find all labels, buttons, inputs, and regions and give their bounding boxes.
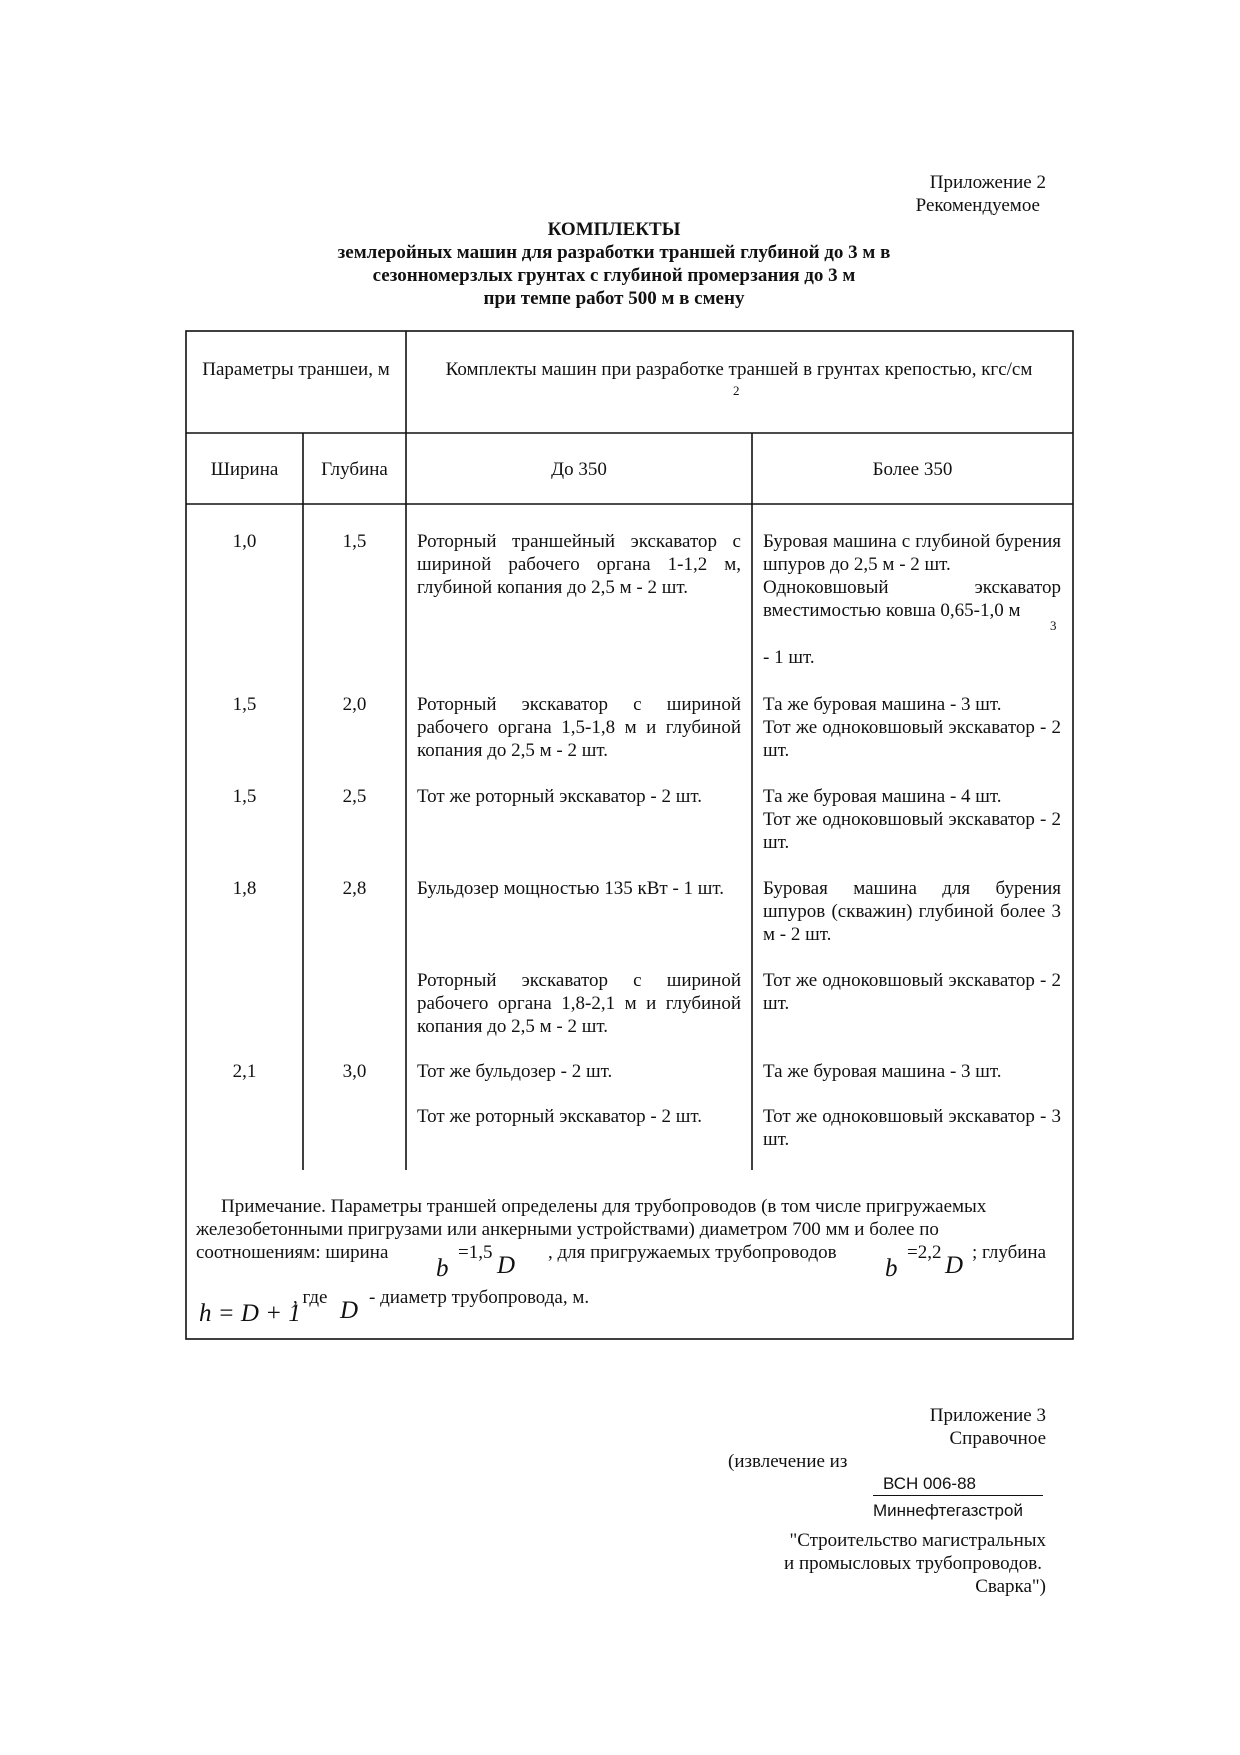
note-line-3-middle: , для пригружаемых трубопроводов (548, 1242, 837, 1263)
appendix-3-fraction-rule (873, 1495, 1043, 1496)
col-width-header: Ширина (210, 459, 279, 480)
row-1-depth: 1,5 (342, 531, 367, 552)
row-1-over-350-drill: Буровая машина с глубиной бурения шпуров до 2,5 м - 2 шт. (763, 531, 1061, 575)
col-upto-350-header: До 350 (551, 459, 607, 480)
math-symbol-D-3: D (340, 1297, 359, 1324)
col-depth-header: Глубина (321, 459, 388, 480)
header-trench-params: Параметры траншеи, м (202, 359, 390, 380)
appendix-3-label: Приложение 3 (929, 1405, 1046, 1426)
math-symbol-b-1: b (436, 1255, 449, 1282)
row-3-over-350-excavator: Тот же одноковшовый экскаватор - 2 шт. (763, 809, 1061, 853)
math-symbol-b-2: b (885, 1255, 898, 1282)
appendix-3-quote-line-2: и промысловых трубопроводов. (784, 1553, 1042, 1574)
row-2-upto-350: Роторный экскаватор с шириной рабочего органа 1,5-1,8 м и глубиной копания до 2,5 м - 2 шт. (417, 694, 741, 761)
header-superscript-2: 2 (733, 383, 740, 398)
note-line-3-suffix: ; глубина (972, 1242, 1047, 1263)
math-depth-formula: h = D + 1 (199, 1300, 301, 1327)
row-3-width: 1,5 (232, 786, 257, 807)
appendix-2-label: Приложение 2 (929, 172, 1046, 193)
row-7-over-350: Тот же одноковшовый экскаватор - 3 шт. (763, 1106, 1061, 1150)
row-6-width: 2,1 (232, 1061, 257, 1082)
note-width-ratio-1: =1,5 (458, 1242, 493, 1263)
math-symbol-D-1: D (497, 1252, 516, 1279)
row-4-width: 1,8 (232, 878, 257, 899)
row-2-over-350-excavator: Тот же одноковшовый экскаватор - 2 шт. (763, 717, 1061, 761)
row-4-upto-350: Бульдозер мощностью 135 кВт - 1 шт. (417, 878, 725, 899)
row-6-upto-350: Тот же бульдозер - 2 шт. (417, 1061, 613, 1082)
row-1-superscript-3: 3 (1050, 618, 1057, 633)
table-title-heading: КОМПЛЕКТЫ (547, 219, 681, 240)
row-3-depth: 2,5 (342, 786, 367, 807)
table-title-line-3: сезонномерзлых грунтах с глубиной промерзания до 3 м (372, 265, 856, 286)
row-4-over-350: Буровая машина для бурения шпуров (скважин) глубиной более 3 м - 2 шт. (763, 878, 1061, 945)
row-6-over-350: Та же буровая машина - 3 шт. (763, 1061, 1002, 1082)
row-6-depth: 3,0 (342, 1061, 367, 1082)
note-line-3-prefix: соотношениям: ширина (196, 1242, 389, 1263)
row-5-upto-350: Роторный экскаватор с шириной рабочего органа 1,8-2,1 м и глубиной копания до 2,5 м - 2 шт. (417, 970, 741, 1037)
row-2-depth: 2,0 (342, 694, 367, 715)
row-2-width: 1,5 (232, 694, 257, 715)
appendix-3-extract-from: (извлечение из (728, 1451, 848, 1472)
table-title-line-4: при темпе работ 500 м в смену (483, 288, 745, 309)
row-5-over-350: Тот же одноковшовый экскаватор - 2 шт. (763, 970, 1061, 1014)
table-title-line-2: землеройных машин для разработки траншей глубиной до 3 м в (337, 242, 891, 263)
appendix-2-kind: Рекомендуемое (915, 195, 1040, 216)
row-4-depth: 2,8 (342, 878, 367, 899)
row-7-upto-350: Тот же роторный экскаватор - 2 шт. (417, 1106, 702, 1127)
row-3-over-350-drill: Та же буровая машина - 4 шт. (763, 786, 1002, 807)
row-1-over-350-count: - 1 шт. (763, 647, 815, 668)
row-2-over-350-drill: Та же буровая машина - 3 шт. (763, 694, 1002, 715)
row-1-width: 1,0 (232, 531, 257, 552)
note-line-4-where: , где (293, 1287, 328, 1308)
note-width-ratio-2: =2,2 (907, 1242, 942, 1263)
math-symbol-D-2: D (945, 1252, 964, 1279)
row-1-over-350-excavator: Одноковшовый экскаватор вместимостью ковша 0,65-1,0 м (763, 577, 1061, 621)
note-line-1: Примечание. Параметры траншей определены для трубопроводов (в том числе пригружаемых (221, 1196, 987, 1217)
appendix-3-kind: Справочное (949, 1428, 1046, 1449)
row-1-upto-350: Роторный траншейный экскаватор с шириной рабочего органа 1-1,2 м, глубиной копания до 2,5 м - 2 шт. (417, 531, 741, 598)
appendix-3-doc-org: Миннефтегазстрой (873, 1501, 1023, 1520)
appendix-3-doc-code: ВСН 006-88 (883, 1474, 976, 1493)
header-machine-sets: Комплекты машин при разработке траншей в грунтах крепостью, кгс/см (445, 359, 1033, 380)
note-line-2: железобетонными пригрузами или анкерными устройствами) диаметром 700 мм и более по (196, 1219, 939, 1240)
appendix-3-quote-line-1: "Строительство магистральных (789, 1530, 1046, 1551)
appendix-3-quote-line-3: Сварка") (975, 1576, 1046, 1597)
col-over-350-header: Более 350 (872, 459, 953, 480)
note-line-4-definition: - диаметр трубопровода, м. (369, 1287, 590, 1308)
row-3-upto-350: Тот же роторный экскаватор - 2 шт. (417, 786, 702, 807)
